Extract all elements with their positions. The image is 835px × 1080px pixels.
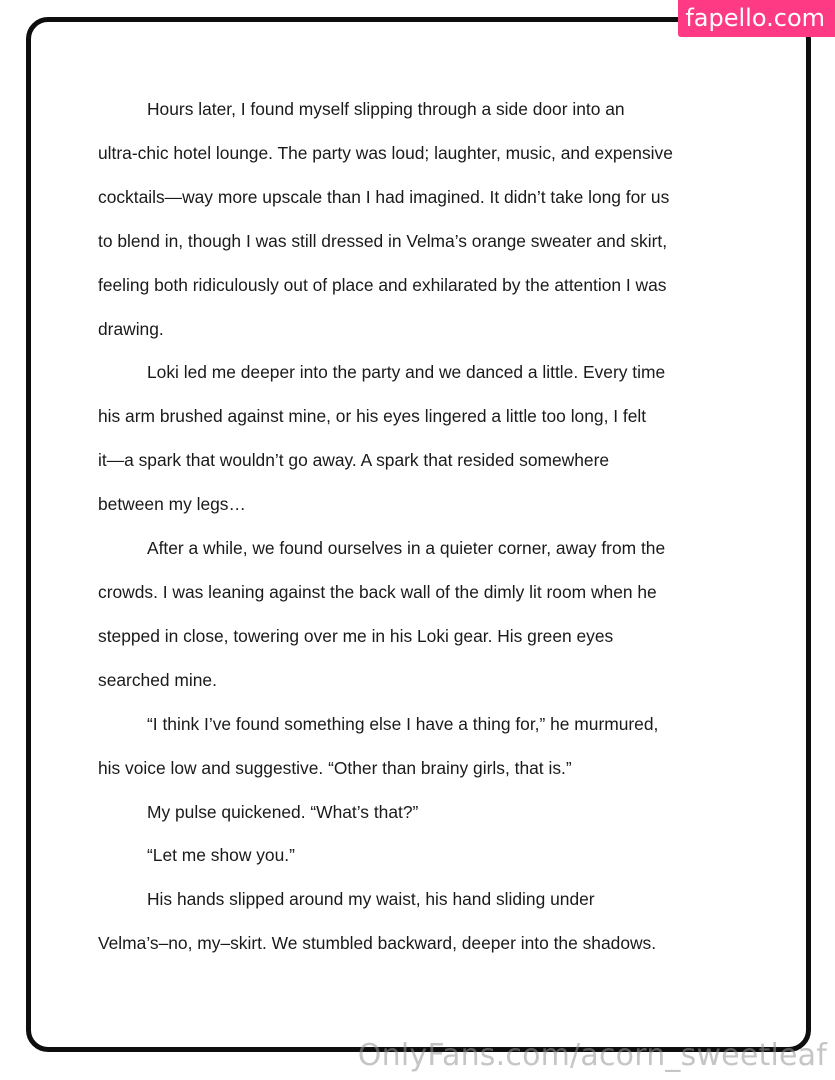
text-line: Velma’s–no, my–skirt. We stumbled backward, deeper into the shadows.	[98, 933, 657, 954]
text-line: Loki led me deeper into the party and we danced a little. Every time	[147, 362, 666, 383]
text-line: My pulse quickened. “What’s that?”	[147, 801, 419, 822]
paragraph	[98, 527, 738, 703]
text-line: drawing.	[98, 318, 164, 339]
paragraph	[98, 878, 738, 966]
paragraph	[98, 351, 738, 527]
text-line: stepped in close, towering over me in his Loki gear. His green eyes	[98, 625, 614, 646]
paragraph	[98, 791, 738, 835]
paragraph	[98, 88, 738, 351]
text-line: his arm brushed against mine, or his eyes lingered a little too long, I felt	[98, 406, 647, 427]
text-line: searched mine.	[98, 669, 217, 690]
paragraph	[98, 703, 738, 791]
text-line: cocktails—way more upscale than I had imagined. It didn’t take long for us	[98, 186, 670, 207]
paragraph	[98, 834, 738, 878]
text-line: After a while, we found ourselves in a quieter corner, away from the	[147, 538, 666, 559]
text-line: “I think I’ve found something else I have a thing for,” he murmured,	[147, 713, 659, 734]
site-watermark-badge: fapello.com	[678, 0, 835, 37]
text-line: his voice low and suggestive. “Other than brainy girls, that is.”	[98, 757, 572, 778]
story-text	[98, 88, 738, 966]
text-line: to blend in, though I was still dressed in Velma’s orange sweater and skirt,	[98, 230, 668, 251]
footer-watermark: OnlyFans.com/acorn_sweetleaf	[357, 1038, 827, 1073]
text-line: between my legs…	[98, 494, 246, 515]
text-line: feeling both ridiculously out of place and exhilarated by the attention I was	[98, 274, 667, 295]
text-line: it—a spark that wouldn’t go away. A spark that resided somewhere	[98, 450, 610, 471]
text-line: His hands slipped around my waist, his hand sliding under	[147, 889, 595, 910]
text-line: ultra-chic hotel lounge. The party was loud; laughter, music, and expensive	[98, 142, 673, 163]
text-line: “Let me show you.”	[147, 845, 295, 866]
text-line: crowds. I was leaning against the back wall of the dimly lit room when he	[98, 581, 657, 602]
text-line: Hours later, I found myself slipping through a side door into an	[147, 99, 625, 119]
